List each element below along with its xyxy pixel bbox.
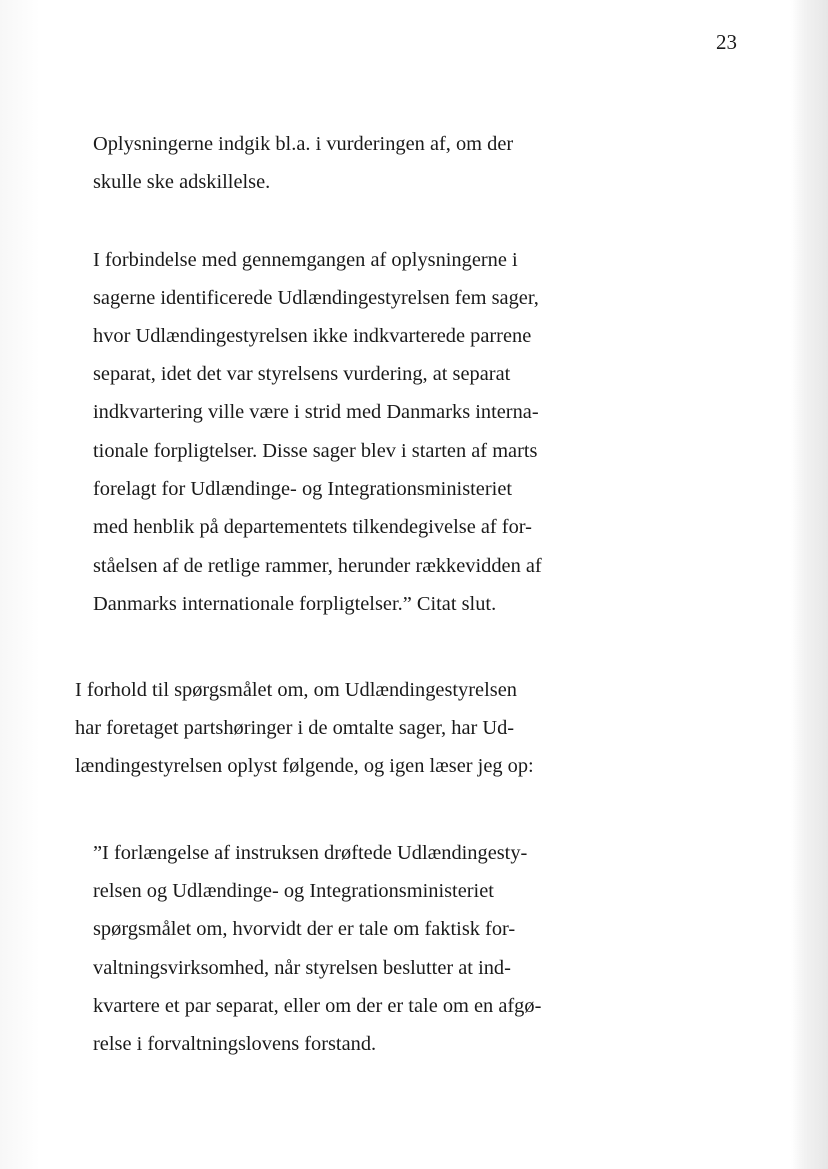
text-line: indkvartering ville være i strid med Danmarks interna- — [93, 401, 539, 423]
text-line: separat, idet det var styrelsens vurdering, at separat — [93, 363, 511, 385]
text-line: spørgsmålet om, hvorvidt der er tale om faktisk for- — [93, 918, 516, 940]
text-line: skulle ske adskillelse. — [93, 171, 271, 193]
text-line: forelagt for Udlændinge- og Integrationsministeriet — [93, 478, 513, 500]
page-number: 23 — [716, 30, 737, 54]
text-line: Danmarks internationale forpligtelser.” Citat slut. — [93, 593, 497, 615]
text-line: I forhold til spørgsmålet om, om Udlændingestyrelsen — [75, 679, 517, 701]
text-line: sagerne identificerede Udlændingestyrelsen fem sager, — [93, 287, 539, 309]
text-line: tionale forpligtelser. Disse sager blev i starten af marts — [93, 440, 538, 462]
text-line: har foretaget partshøringer i de omtalte sager, har Ud- — [75, 717, 515, 739]
text-line: ”I forlængelse af instruksen drøftede Udlændingesty- — [93, 842, 528, 864]
text-line: relsen og Udlændinge- og Integrationsministeriet — [93, 880, 494, 902]
text-line: lændingestyrelsen oplyst følgende, og igen læser jeg op: — [75, 755, 534, 777]
text-line: valtningsvirksomhed, når styrelsen beslutter at ind- — [93, 957, 511, 979]
text-line: kvartere et par separat, eller om der er tale om en afgø- — [93, 995, 542, 1017]
text-line: hvor Udlændingestyrelsen ikke indkvarterede parrene — [93, 325, 532, 347]
text-line: med henblik på departementets tilkendegivelse af for- — [93, 516, 532, 538]
page-edge-shadow — [792, 0, 828, 1169]
text-line: relse i forvaltningslovens forstand. — [93, 1033, 377, 1055]
text-line: ståelsen af de retlige rammer, herunder rækkevidden af — [93, 555, 542, 577]
text-line: Oplysningerne indgik bl.a. i vurderingen af, om der — [93, 133, 514, 155]
text-line: I forbindelse med gennemgangen af oplysningerne i — [93, 249, 518, 271]
